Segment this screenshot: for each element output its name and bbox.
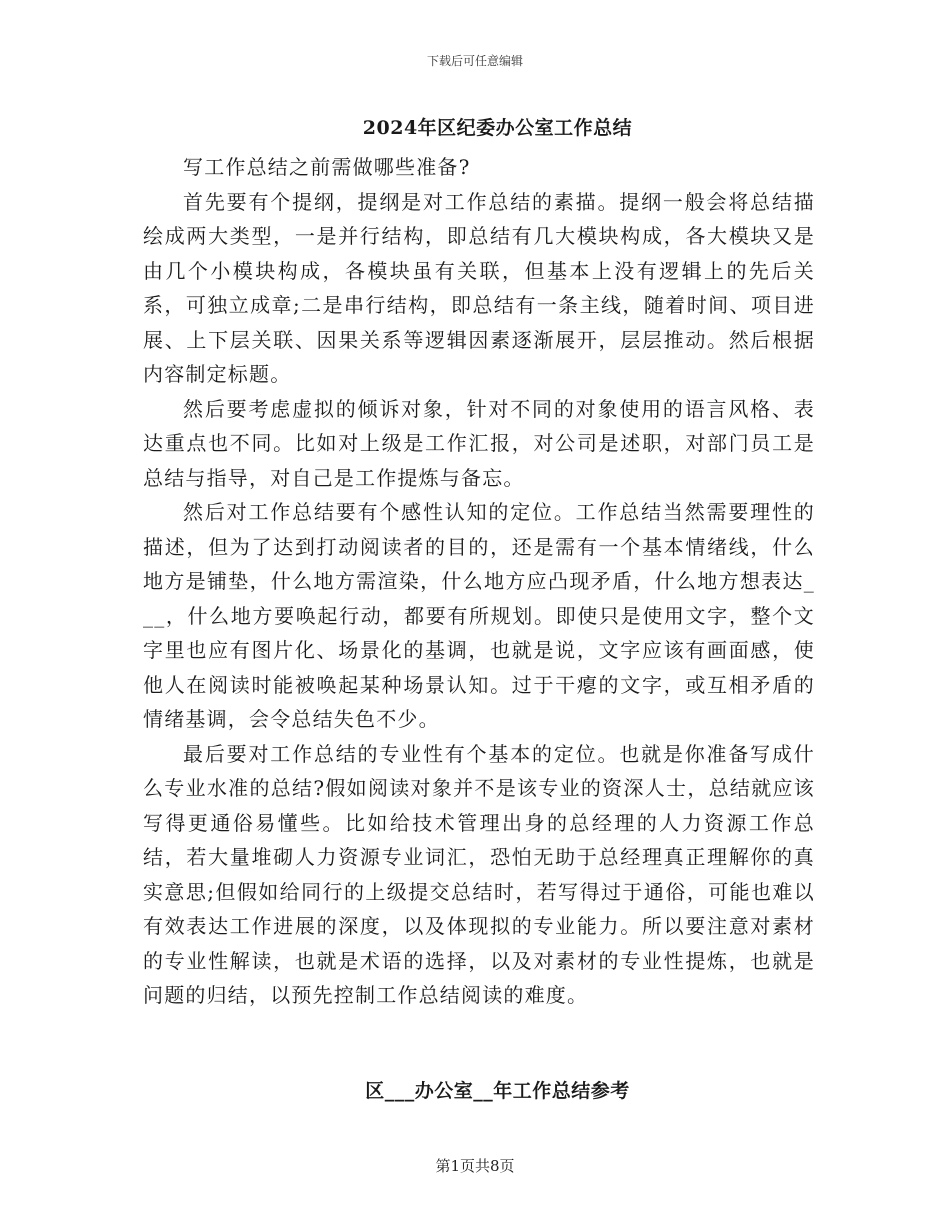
page-number: 第1页共8页 xyxy=(435,1157,515,1175)
paragraph: 然后对工作总结要有个感性认知的定位。工作总结当然需要理性的描述，但为了达到打动阅读者的目的，还是需有一个基本情绪线，什么地方是铺垫，什么地方需渲染，什么地方应凸现矛盾，什么地方想表达___，什么地方要唤起行动，都要有所规划。即使只是使用文字，整个文字里也应有图片化、场景化的基调，也就是说，文字应该有画面感，使他人在阅读时能被唤起某种场景认知。过于干瘪的文字，或互相矛盾的情绪基调，会令总结失色不少。 xyxy=(143,500,815,731)
document-body xyxy=(143,150,815,1013)
paragraph: 最后要对工作总结的专业性有个基本的定位。也就是你准备写成什么专业水准的总结?假如阅读对象并不是该专业的资深人士，总结就应该写得更通俗易懂些。比如给技术管理出身的总经理的人力资源工作总结，若大量堆砌人力资源专业词汇，恐怕无助于总经理真正理解你的真实意思;但假如给同行的上级提交总结时，若写得过于通俗，可能也难以有效表达工作进展的深度，以及体现拟的专业能力。所以要注意对素材的专业性解读，也就是术语的选择，以及对素材的专业性提炼，也就是问题的归结，以预先控制工作总结阅读的难度。 xyxy=(143,741,815,1007)
section-title: 区___办公室__年工作总结参考 xyxy=(365,1080,630,1102)
header-note: 下载后可任意编辑 xyxy=(426,54,523,68)
document-title: 2024年区纪委办公室工作总结 xyxy=(362,117,633,139)
paragraph: 然后要考虑虚拟的倾诉对象，针对不同的对象使用的语言风格、表达重点也不同。比如对上级是工作汇报，对公司是述职，对部门员工是总结与指导，对自己是工作提炼与备忘。 xyxy=(143,396,815,490)
paragraph: 首先要有个提纲，提纲是对工作总结的素描。提纲一般会将总结描绘成两大类型，一是并行结构，即总结有几大模块构成，各大模块又是由几个小模块构成，各模块虽有关联，但基本上没有逻辑上的先后关系，可独立成章;二是串行结构，即总结有一条主线，随着时间、项目进展、上下层关联、因果关系等逻辑因素逐渐展开，层层推动。然后根据内容制定标题。 xyxy=(143,189,815,386)
paragraph: 写工作总结之前需做哪些准备? xyxy=(183,155,471,179)
